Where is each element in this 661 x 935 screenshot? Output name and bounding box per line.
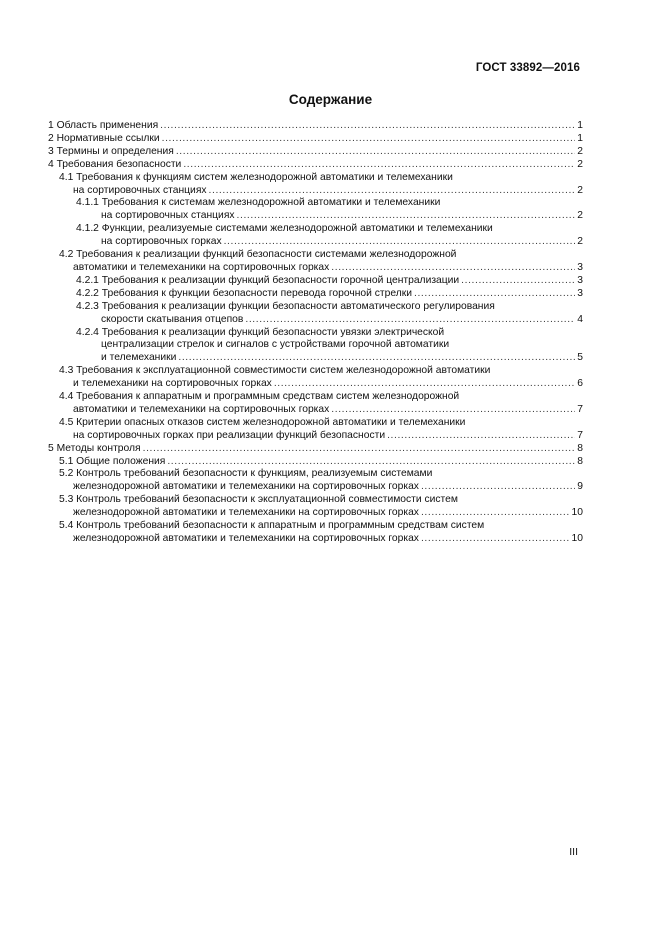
- table-of-contents: [48, 120, 583, 546]
- dot-leader: [331, 262, 575, 275]
- toc-entry-line: и телемеханики на сортировочных горках: [73, 378, 272, 390]
- toc-page-number: 2: [577, 145, 583, 157]
- toc-page-number: 7: [577, 403, 583, 415]
- toc-title: Содержание: [288, 92, 373, 107]
- toc-page-number: 3: [577, 274, 583, 286]
- toc-entry-line: 5.1 Общие положения: [59, 455, 166, 467]
- toc-entry[interactable]: [76, 223, 583, 249]
- toc-entry[interactable]: [59, 468, 583, 494]
- toc-page-number: 9: [577, 481, 583, 493]
- toc-entry[interactable]: [59, 456, 583, 469]
- dot-leader: [167, 456, 575, 469]
- toc-entry[interactable]: [76, 327, 583, 366]
- toc-entry[interactable]: [76, 197, 583, 223]
- dot-leader: [176, 146, 575, 159]
- toc-page-number: 1: [577, 132, 583, 144]
- dot-leader: [421, 533, 570, 546]
- toc-entry[interactable]: [59, 494, 583, 520]
- toc-entry[interactable]: [48, 146, 583, 159]
- dot-leader: [143, 443, 576, 456]
- toc-entry-line: на сортировочных станциях: [73, 184, 207, 196]
- toc-entry[interactable]: [48, 120, 583, 133]
- toc-page-number: 3: [577, 261, 583, 273]
- dot-leader: [183, 159, 575, 172]
- toc-entry-line: железнодорожной автоматики и телемеханики на сортировочных горках: [73, 507, 419, 519]
- toc-entry-line: на сортировочных горках: [101, 236, 222, 248]
- dot-leader: [331, 404, 575, 417]
- dot-leader: [237, 210, 576, 223]
- toc-page-number: 6: [577, 378, 583, 390]
- toc-entry[interactable]: [59, 520, 583, 546]
- toc-entry[interactable]: [59, 417, 583, 443]
- toc-page-number: 4: [577, 313, 583, 325]
- toc-entry-line: 5.2 Контроль требований безопасности к функциям, реализуемым системами: [59, 468, 433, 480]
- toc-entry-line: 4.2.2 Требования к функции безопасности перевода горочной стрелки: [76, 287, 412, 299]
- document-code: ГОСТ 33892—2016: [475, 62, 580, 74]
- toc-entry-line: 1 Область применения: [48, 120, 159, 131]
- toc-entry-line: 4 Требования безопасности: [48, 158, 182, 170]
- toc-entry-line: 4.2.1 Требования к реализации функций безопасности горочной централизации: [76, 274, 460, 286]
- toc-entry-line: на сортировочных станциях: [101, 210, 235, 222]
- toc-entry-line: железнодорожной автоматики и телемеханики на сортировочных горках: [73, 481, 419, 493]
- dot-leader: [178, 352, 575, 365]
- toc-entry-line: 4.1 Требования к функциям систем железнодорожной автоматики и телемеханики: [59, 171, 453, 183]
- dot-leader: [274, 378, 575, 391]
- toc-entry[interactable]: [76, 275, 583, 288]
- toc-entry-line: 4.1.2 Функции, реализуемые системами железнодорожной автоматики и телемеханики: [76, 223, 493, 235]
- toc-page-number: 10: [571, 507, 583, 519]
- dot-leader: [387, 430, 575, 443]
- toc-entry[interactable]: [59, 249, 583, 275]
- toc-entry[interactable]: [76, 288, 583, 301]
- dot-leader: [162, 133, 576, 146]
- toc-entry[interactable]: [76, 301, 583, 327]
- toc-entry-line: 4.2 Требования к реализации функций безопасности системами железнодорожной: [59, 249, 457, 261]
- toc-entry[interactable]: [48, 159, 583, 172]
- toc-entry-line: 4.2.3 Требования к реализации функции безопасности автоматического регулирования: [76, 300, 495, 312]
- toc-page-number: 3: [577, 287, 583, 299]
- dot-leader: [414, 288, 575, 301]
- dot-leader: [421, 507, 570, 520]
- toc-entry-line: 3 Термины и определения: [48, 145, 174, 157]
- toc-page-number: 5: [577, 352, 583, 364]
- toc-entry-line: скорости скатывания отцепов: [101, 313, 244, 325]
- toc-entry[interactable]: [59, 172, 583, 198]
- toc-entry-line: на сортировочных горках при реализации функций безопасности: [73, 429, 386, 441]
- dot-leader: [461, 275, 575, 288]
- toc-entry-line: 2 Нормативные ссылки: [48, 132, 160, 144]
- toc-entry-line: 5 Методы контроля: [48, 442, 141, 454]
- toc-page-number: 10: [571, 533, 583, 544]
- toc-page-number: 2: [577, 236, 583, 248]
- dot-leader: [224, 236, 576, 249]
- toc-entry-line: 5.4 Контроль требований безопасности к аппаратным и программным средствам систем: [59, 520, 485, 532]
- dot-leader: [209, 185, 576, 198]
- toc-entry-line: автоматики и телемеханики на сортировочных горках: [73, 261, 330, 273]
- toc-entry[interactable]: [59, 391, 583, 417]
- toc-entry-line: 4.2.4 Требования к реализации функций безопасности увязки электрической: [76, 326, 445, 338]
- toc-page-number: 2: [577, 158, 583, 170]
- toc-entry[interactable]: [48, 133, 583, 146]
- toc-entry-line: автоматики и телемеханики на сортировочных горках: [73, 403, 330, 415]
- toc-entry[interactable]: [59, 365, 583, 391]
- toc-entry[interactable]: [48, 443, 583, 456]
- toc-page-number: 2: [577, 210, 583, 222]
- toc-entry-line: централизации стрелок и сигналов с устройствами горочной автоматики: [101, 339, 450, 351]
- dot-leader: [160, 120, 575, 133]
- toc-page-number: 1: [577, 120, 583, 131]
- toc-entry-line: 4.4 Требования к аппаратным и программным средствам систем железнодорожной: [59, 391, 460, 403]
- toc-entry-line: железнодорожной автоматики и телемеханики на сортировочных горках: [73, 533, 419, 544]
- dot-leader: [245, 314, 575, 327]
- toc-entry-line: 4.3 Требования к эксплуатационной совместимости систем железнодорожной автоматики: [59, 365, 491, 377]
- toc-page-number: 8: [577, 455, 583, 467]
- toc-entry-line: и телемеханики: [101, 352, 177, 364]
- toc-entry-line: 5.3 Контроль требований безопасности к эксплуатационной совместимости систем: [59, 494, 458, 506]
- toc-entry-line: 4.1.1 Требования к системам железнодорожной автоматики и телемеханики: [76, 197, 441, 209]
- toc-page-number: 8: [577, 442, 583, 454]
- dot-leader: [421, 481, 575, 494]
- toc-page-number: 7: [577, 429, 583, 441]
- page-number: III: [569, 846, 578, 858]
- toc-page-number: 2: [577, 184, 583, 196]
- toc-entry-line: 4.5 Критерии опасных отказов систем железнодорожной автоматики и телемеханики: [59, 416, 466, 428]
